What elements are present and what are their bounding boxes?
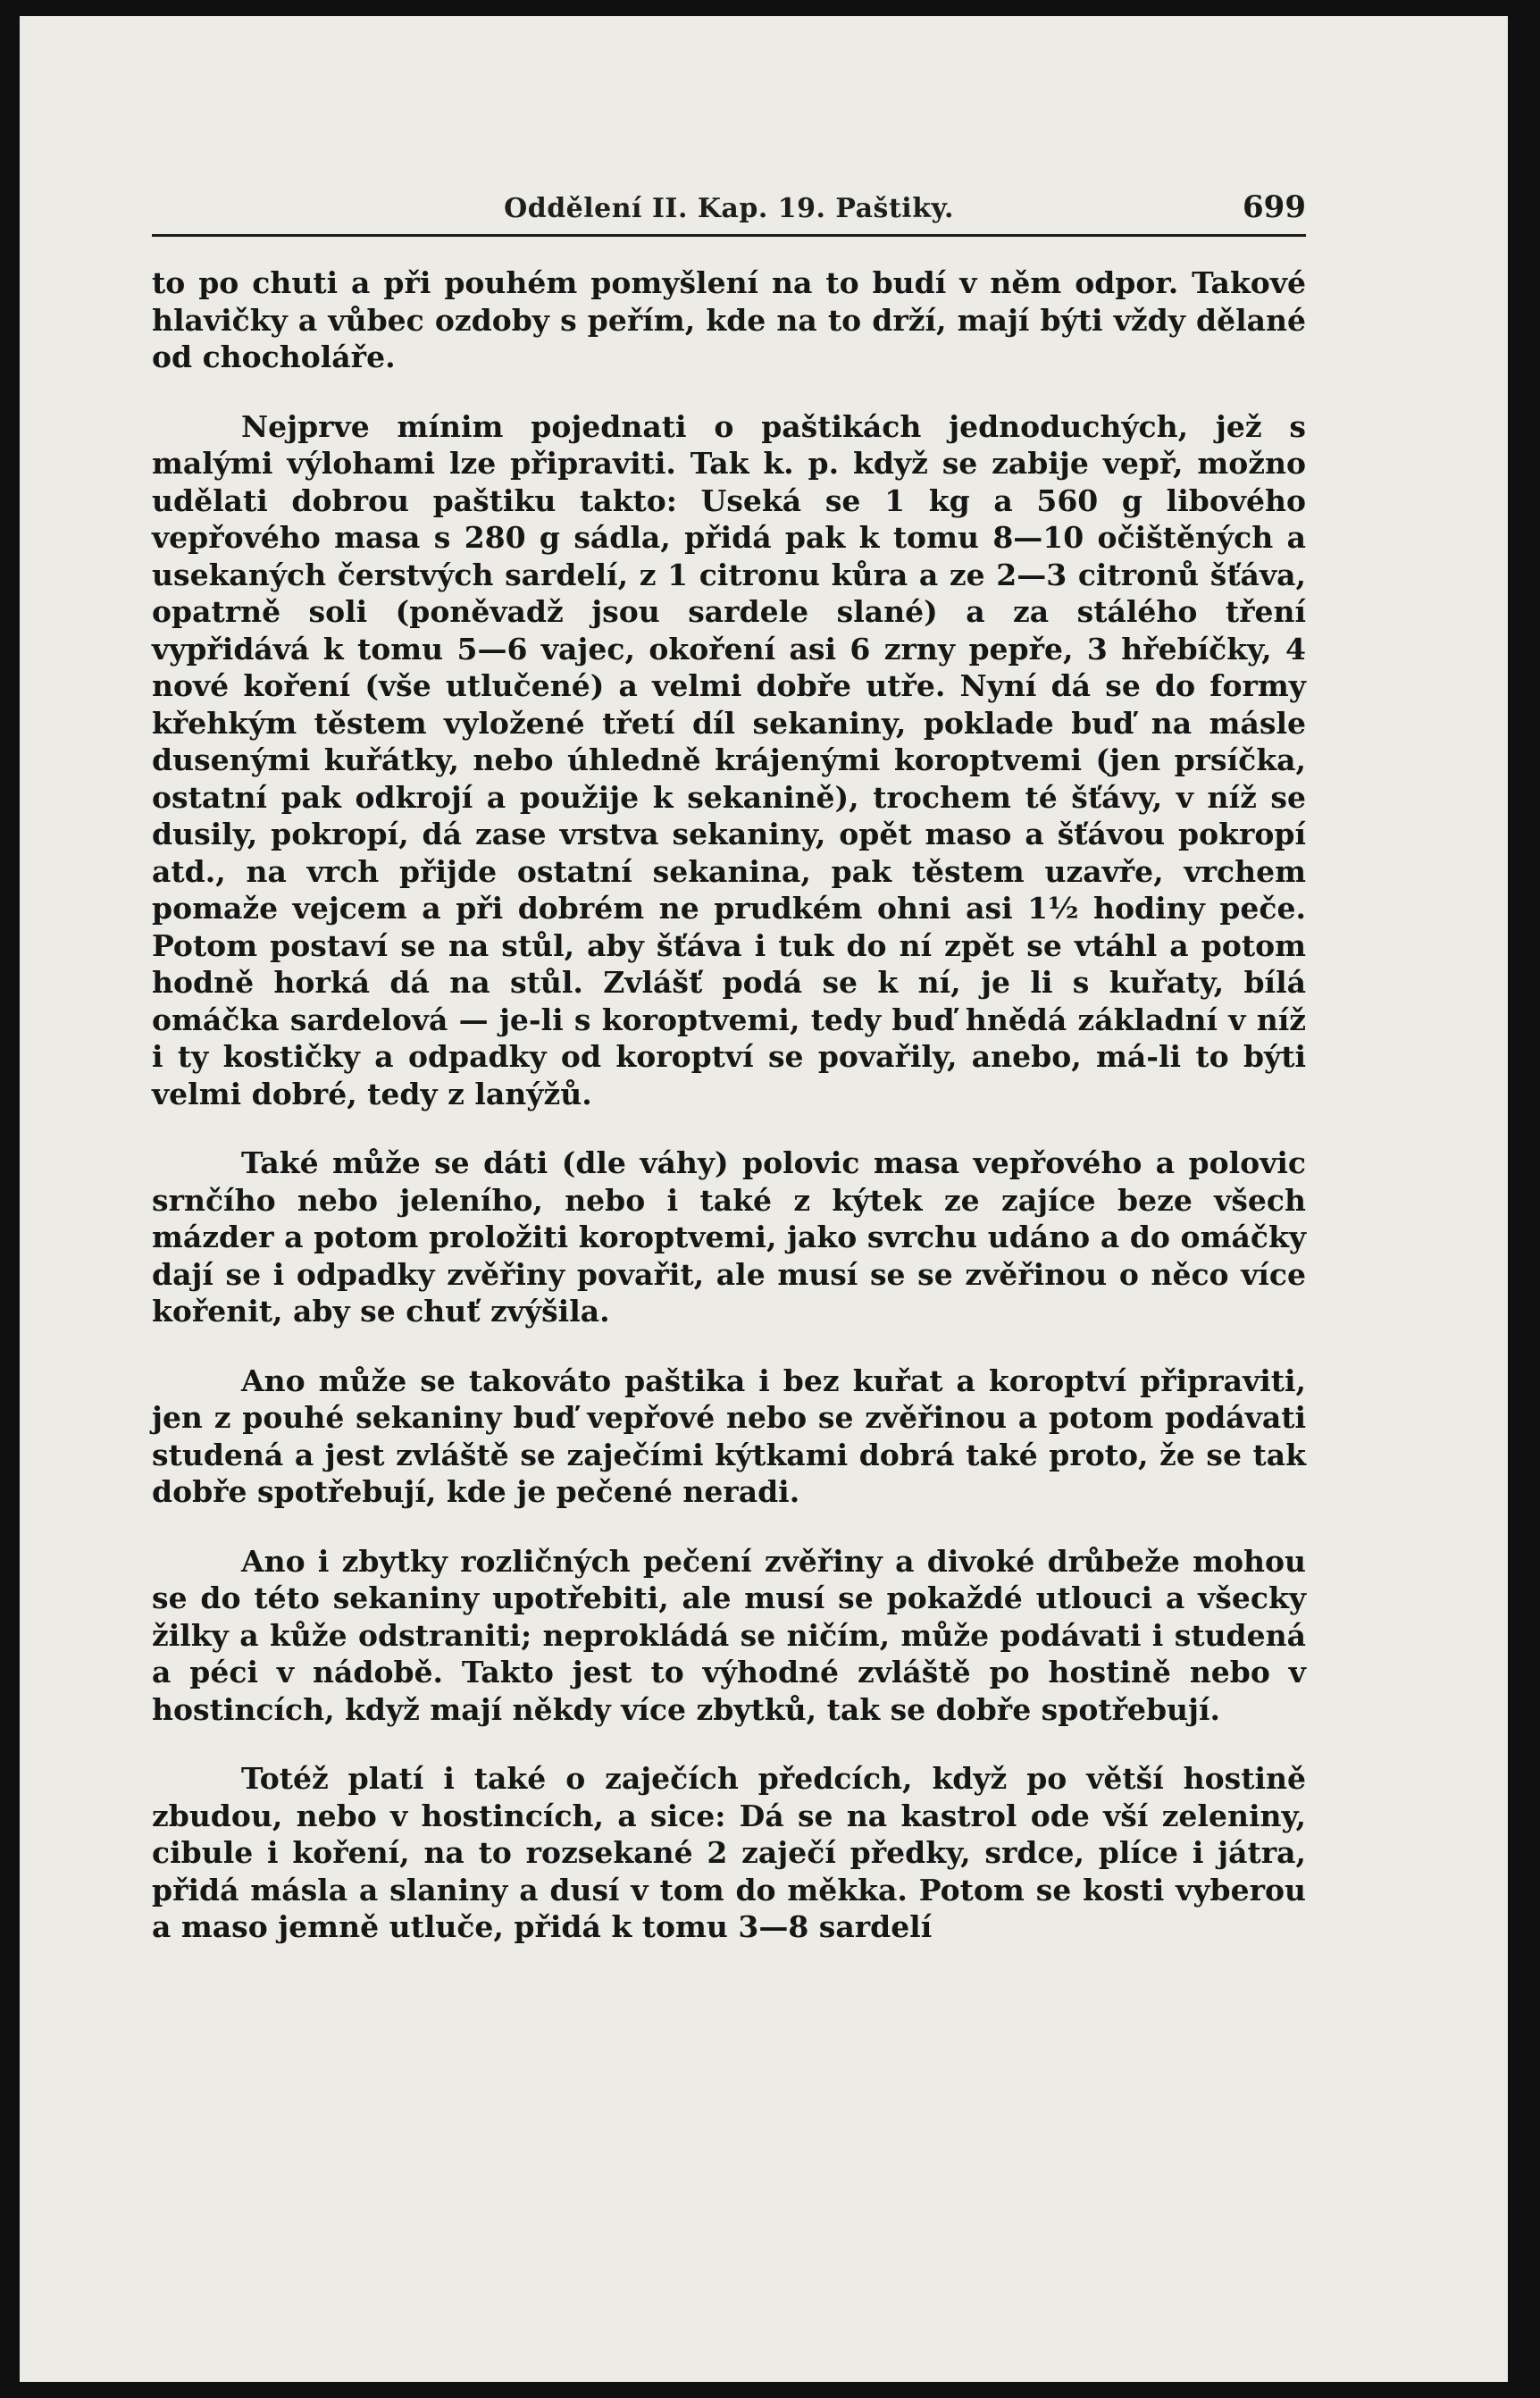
body-text [152, 264, 1306, 1946]
paragraph: Také může se dáti (dle váhy) polovic masa vepřového a polovic srnčího nebo jeleního, nebo i také z kýtek ze zajíce beze všech mázder a potom proložiti koroptvemi, jako svrchu udáno a do omáčky dají se i odpadky zvěřiny povařit, ale musí se se zvěřinou o něco více kořenit, aby se chuť zvýšila. [152, 1145, 1306, 1329]
page-number: 699 [1243, 189, 1306, 225]
paragraph: Ano může se takováto paštika i bez kuřat a koroptví připraviti, jen z pouhé sekaniny buď vepřové nebo se zvěřinou a potom podávati studená a jest zvláště se zaječími kýtkami dobrá také proto, že se tak dobře spotřebují, kde je pečené neradi. [152, 1362, 1306, 1509]
paragraph: to po chuti a při pouhém pomyšlení na to budí v něm odpor. Takové hlavičky a vůbec ozdoby s peřím, kde na to drží, mají býti vždy dělané od chocholáře. [152, 265, 1306, 374]
paragraph: Nejprve mínim pojednati o paštikách jednoduchých, jež s malými výlohami lze připraviti. Tak k. p. když se zabije vepř, možno udělati dobrou paštiku takto: Useká se 1 kg a 560 g libového vepřového masa s 280 g sádla, přidá pak k tomu 8—10 očištěných a usekaných čerstvých sardelí, z 1 citronu kůra a ze 2—3 citronů šťáva, opatrně soli (poněvadž jsou sardele slané) a za stálého tření vypřidává k tomu 5—6 vajec, okoření asi 6 zrny pepře, 3 hřebíčky, 4 nové koření (vše utlučené) a velmi dobře utře. Nyní dá se do formy křehkým těstem vyložené třetí díl sekaniny, poklade buď na másle dusenými kuřátky, nebo úhledně krájenými koroptvemi (jen prsíčka, ostatní pak odkrojí a použije k sekanině), trochem té šťávy, v níž se dusily, pokropí, dá zase vrstva sekaniny, opět maso a šťávou pokropí atd., na vrch přijde ostatní sekanina, pak těstem uzavře, vrchem pomaže vejcem a při dobrém ne prudkém ohni asi 1½ hodiny peče. Potom postaví se na stůl, aby šťáva i tuk do ní zpět se vtáhl a potom hodně horká dá na stůl. Zvlášť podá se k ní, je li s kuřaty, bílá omáčka sardelová — je-li s koroptvemi, tedy buď hnědá základní v níž i ty kostičky a odpadky od koroptví se povařily, anebo, má-li to býti velmi dobré, tedy z lanýžů. [152, 408, 1306, 1111]
paragraph: Ano i zbytky rozličných pečení zvěřiny a divoké drůbeže mohou se do této sekaniny upotřebiti, ale musí se pokaždé utlouci a všecky žilky a kůže odstraniti; neprokládá se ničím, může podávati i studená a péci v nádobě. Takto jest to výhodné zvláště po hostině nebo v hostincích, když mají někdy více zbytků, tak se dobře spotřebují. [152, 1543, 1306, 1727]
running-head: Oddělení II. Kap. 19. Paštiky. [504, 193, 954, 224]
paragraph: Totéž platí i také o zaječích předcích, když po větší hostině zbudou, nebo v hostincích, a sice: Dá se na kastrol ode vší zeleniny, cibule i koření, na to rozsekané 2 zaječí předky, srdce, plíce i játra, přidá másla a slaniny a dusí v tom do měkka. Potom se kosti vyberou a maso jemně utluče, přidá k tomu 3—8 sardelí [152, 1761, 1306, 1944]
book-page [20, 16, 1508, 2382]
page-header [152, 180, 1306, 237]
